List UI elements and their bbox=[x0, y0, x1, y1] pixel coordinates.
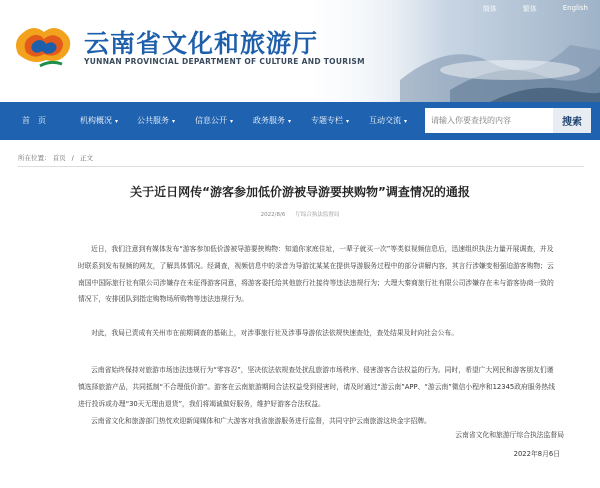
search-input[interactable] bbox=[425, 108, 553, 133]
article-title: 关于近日网传“游客参加低价游被导游要挟购物”调查情况的通报 bbox=[130, 185, 470, 199]
breadcrumb-current: 正文 bbox=[79, 154, 93, 162]
breadcrumb-separator: / bbox=[71, 154, 74, 162]
chevron-down-icon: ▾ bbox=[288, 118, 292, 125]
site-title: 云南省文化和旅游厅 bbox=[84, 29, 319, 58]
nav-public-services[interactable] bbox=[137, 102, 175, 140]
nav-special-topics[interactable] bbox=[311, 102, 349, 140]
nav-government-services-label: 政务服务 bbox=[253, 116, 285, 125]
nav-special-topics-label: 专题专栏 bbox=[311, 116, 343, 125]
site-header bbox=[0, 0, 600, 102]
nav-organization[interactable] bbox=[80, 102, 118, 140]
site-subtitle: YUNNAN PROVINCIAL DEPARTMENT OF CULTURE AND TOURISM bbox=[84, 57, 365, 66]
article-paragraph-2: 对此，我局已责成有关州市在前期调查的基础上，对涉事旅行社及涉事导游依法依规快速查处，查处结果及时向社会公布。 bbox=[91, 329, 459, 337]
mountain-mist-banner bbox=[340, 0, 600, 102]
link-traditional[interactable]: 繁体 bbox=[522, 5, 537, 13]
signature-date: 2022年8月6日 bbox=[513, 450, 560, 458]
link-english[interactable]: English bbox=[562, 4, 588, 12]
article-paragraph-3: 云南省始终保持对旅游市场违法违规行为“零容忍”，坚决依法依规查处扰乱旅游市场秩序、侵害游客合法权益的行为。同时，希望广大网民和游客朋友们谨慎选择旅游产品，共同抵制“不合理低价游”。游客在云南旅游期间合法权益受到侵害时，请及时通过“游云南”APP、“游云南”微信小程序和12345政府服务热线进行投诉或办理“30天无理由退货”，我们将竭诚做好服务，维护好游客合法权益。 bbox=[78, 366, 556, 408]
breadcrumb bbox=[18, 153, 93, 162]
breadcrumb-home[interactable]: 首页 bbox=[52, 154, 66, 162]
article-source: 厅综合执法监督局 bbox=[295, 212, 340, 218]
breadcrumb-divider bbox=[18, 166, 584, 167]
article-meta bbox=[0, 210, 600, 218]
chevron-down-icon: ▾ bbox=[346, 118, 350, 125]
breadcrumb-prefix: 所在位置： bbox=[18, 154, 51, 162]
article-paragraph-4: 云南省文化和旅游部门热忱欢迎新闻媒体和广大游客对我省旅游服务进行监督，共同守护云南旅游这块金字招牌。 bbox=[91, 417, 431, 425]
article-date: 2022/8/6 bbox=[260, 212, 286, 218]
nav-information-disclosure[interactable] bbox=[195, 102, 233, 140]
yunnan-logo-icon[interactable] bbox=[10, 20, 76, 70]
article-paragraph-1: 近日，我们注意到有媒体发布“游客参加低价游被导游要挟购物：知道你家庭住址，一辈子就买一次”等类似视频信息后，迅速组织执法力量开展调查，并及时联系到发布视频的网友，了解具体情况。经调查，视频信息中的录音为导游沈某某在提供导游服务过程中的部分讲解内容，其言行涉嫌变相强迫游客购物；云南国中国际旅行社有限公司涉嫌存在未征得游客同意，将游客委托给其他旅行社接待等违法违规行为；大理大秦商旅行社有限公司涉嫌存在未与游客协商一致的情况下，安排团队到指定购物场所购物等违法违规行为。 bbox=[78, 245, 554, 304]
nav-public-services-label: 公共服务 bbox=[137, 116, 169, 125]
signature-organization: 云南省文化和旅游厅综合执法监督局 bbox=[455, 431, 564, 439]
nav-interaction[interactable] bbox=[369, 102, 407, 140]
search-button[interactable]: 搜索 bbox=[553, 108, 591, 133]
nav-interaction-label: 互动交流 bbox=[369, 116, 401, 125]
language-links bbox=[483, 4, 588, 14]
chevron-down-icon: ▾ bbox=[172, 118, 176, 125]
chevron-down-icon: ▾ bbox=[115, 118, 119, 125]
nav-government-services[interactable] bbox=[253, 102, 291, 140]
chevron-down-icon: ▾ bbox=[404, 118, 408, 125]
nav-organization-label: 机构概况 bbox=[80, 116, 112, 125]
link-simplified[interactable]: 简体 bbox=[482, 5, 497, 13]
nav-home-label: 首 页 bbox=[22, 116, 46, 125]
chevron-down-icon: ▾ bbox=[230, 118, 234, 125]
nav-information-disclosure-label: 信息公开 bbox=[195, 116, 227, 125]
nav-home[interactable] bbox=[22, 102, 46, 140]
